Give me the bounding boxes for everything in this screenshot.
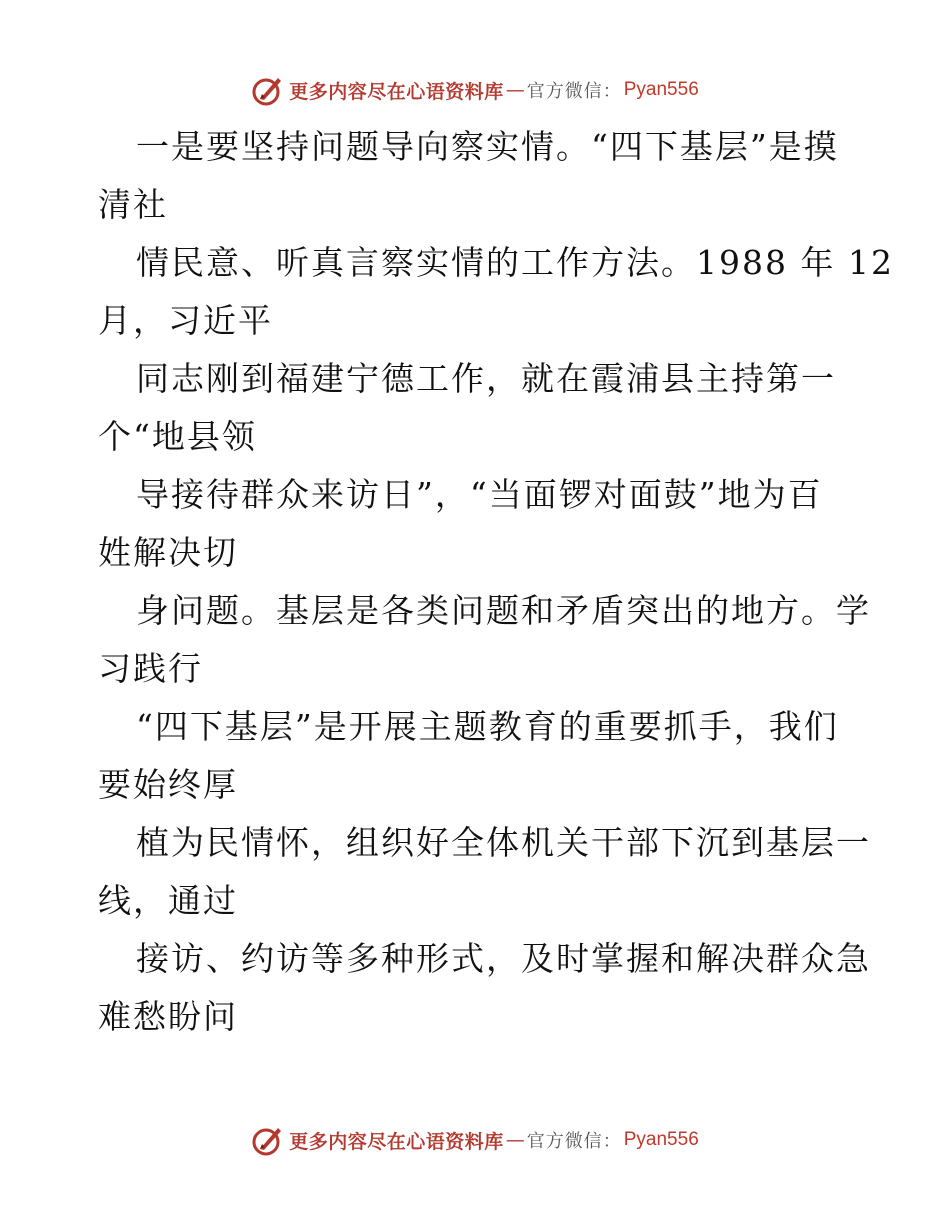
text-line: 身问题。基层是各类问题和矛盾突出的地方。学 [136,591,871,630]
text-line: 一是要坚持问题导向察实情。“四下基层”是摸 [136,127,839,166]
text-line: 姓解决切 [98,533,238,572]
banner-dash: — [505,79,525,101]
text-line: 个“地县领 [98,417,257,456]
header-banner [0,72,950,108]
text-line: 月，习近平 [98,301,273,340]
text-line: 接访、约访等多种形式，及时掌握和解决群众急 [136,939,871,978]
text-line: 植为民情怀，组织好全体机关干部下沉到基层一 [136,823,871,862]
banner-wechat-id: Pyan556 [623,79,699,100]
text-line: 同志刚到福建宁德工作，就在霞浦县主持第一 [136,359,836,398]
quill-logo-icon [251,1123,285,1157]
text-line: 难愁盼问 [98,997,238,1036]
banner-dash: — [505,1129,525,1151]
text-line: “四下基层”是开展主题教育的重要抓手，我们 [136,707,839,746]
banner-title: 更多内容尽在心语资料库 [289,80,504,103]
text-line: 要始终厚 [98,765,238,804]
document-body [98,118,894,1046]
text-line: 导接待群众来访日”，“当面锣对面鼓”地为百 [136,475,823,514]
banner-wechat-id: Pyan556 [623,1129,699,1150]
text-line: 习践行 [98,649,203,688]
quill-logo-icon [251,73,285,107]
text-line: 情民意、听真言察实情的工作方法。1988 年 12 [136,243,894,282]
banner-wechat-label: 官方微信： [526,1131,622,1152]
footer-banner [0,1122,950,1158]
text-line: 线，通过 [98,881,238,920]
banner-title: 更多内容尽在心语资料库 [289,1130,504,1153]
banner-wechat-label: 官方微信： [526,81,622,102]
text-line: 清社 [98,185,168,224]
